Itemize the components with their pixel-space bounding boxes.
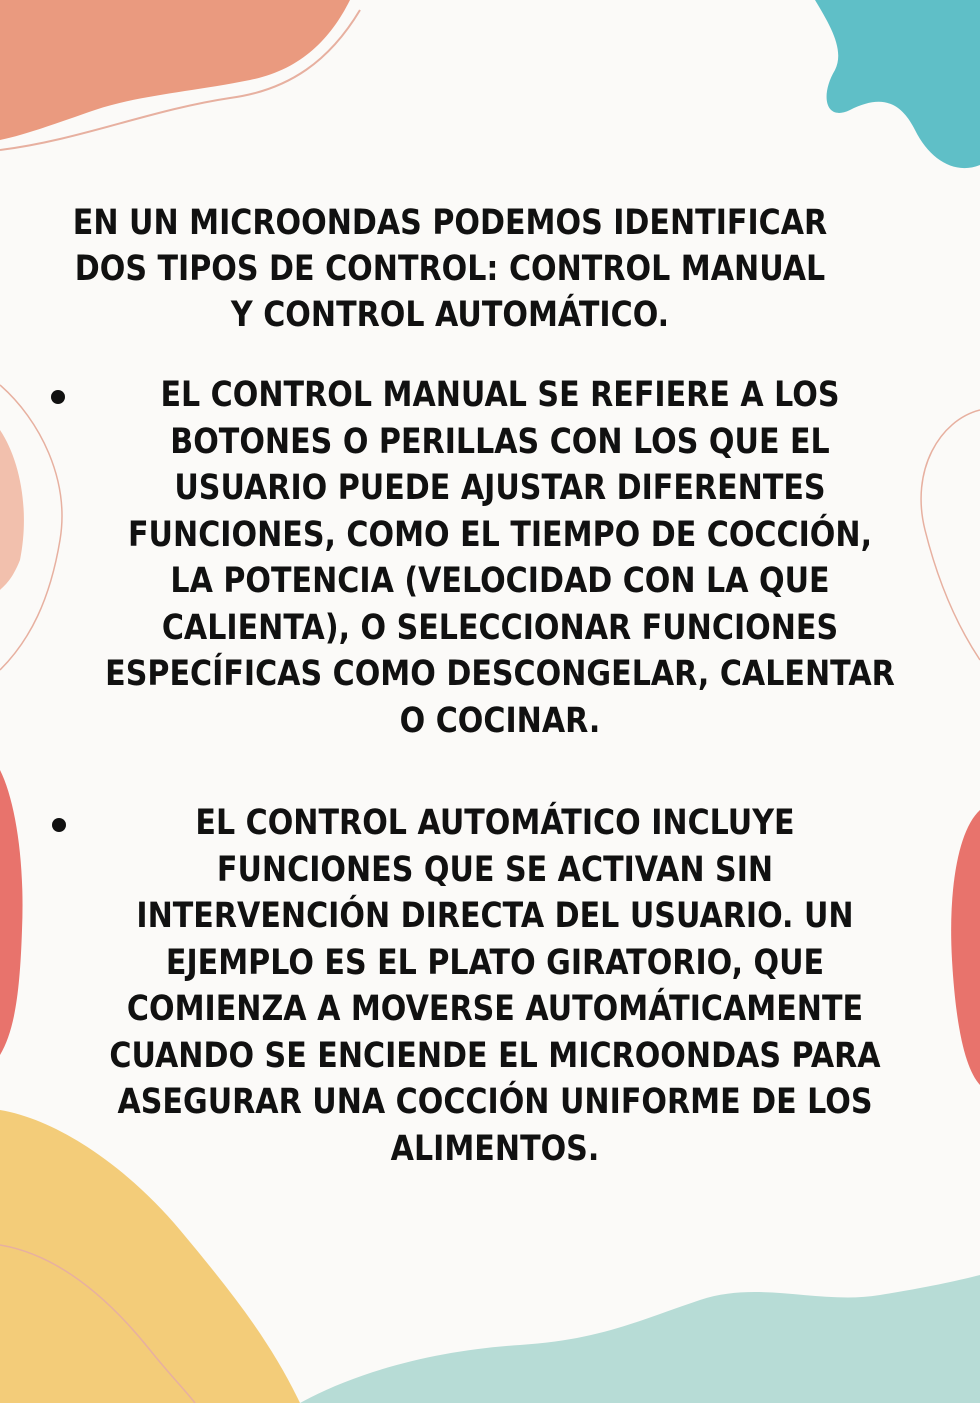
bullet-dot-icon [52, 818, 66, 832]
bullet-text: EL CONTROL AUTOMÁTICO INCLUYE FUNCIONES QUE SE ACTIVAN SIN INTERVENCIÓN DIRECTA DEL USUARIO. UN EJEMPLO ES EL PLATO GIRATORIO, QUE COMIENZA A MOVERSE AUTOMÁTICAMENTE CUANDO SE ENCIENDE EL MICROONDAS PARA ASEGURAR UNA COCCIÓN UNIFORME DE LOS ALIMENTOS. [109, 803, 881, 1169]
bullet-text: EL CONTROL MANUAL SE REFIERE A LOS BOTONES O PERILLAS CON LOS QUE EL USUARIO PUEDE AJUSTAR DIFERENTES FUNCIONES, COMO EL TIEMPO DE COCCIÓN, LA POTENCIA (VELOCIDAD CON LA QUE CALIENTA), O SELECCIONAR FUNCIONES ESPECÍFICAS COMO DESCONGELAR, CALENTAR O COCINAR. [105, 375, 895, 741]
bullet-dot-icon [51, 390, 65, 404]
intro-paragraph: EN UN MICROONDAS PODEMOS IDENTIFICAR DOS TIPOS DE CONTROL: CONTROL MANUAL Y CONTROL AUTOMÁTICO. [72, 203, 828, 335]
